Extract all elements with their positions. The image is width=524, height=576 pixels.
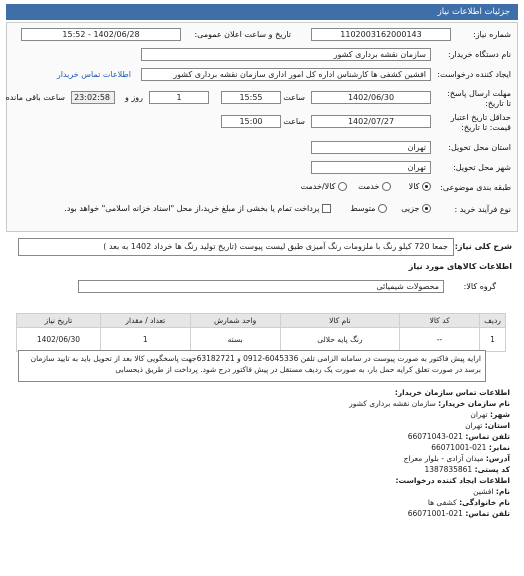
col-unit: واحد شمارش <box>190 314 280 328</box>
col-qty: تعداد / مقدار <box>100 314 190 328</box>
buyer-notes-field: ارایه پیش فاکتور به صورت پیوست در سامانه الزامی تلفن 6045336-0912 و 63182721جهت پاسخگویی کالا بعد از تحویل باید به تایید سازمان برسد در صورت تعلق کرایه حمل بار، به صورت یک ردیف مستقل در پیش فاکتور درج شود. پرداخت از طریق ذیحسابی <box>18 350 486 382</box>
province-label: استان محل تحویل: <box>448 143 511 152</box>
category-option-service[interactable]: خدمت <box>358 182 391 191</box>
buyer-label: نام دستگاه خریدار: <box>448 50 511 59</box>
col-row: ردیف <box>480 314 506 328</box>
creator-first-line: نام: افشین <box>473 487 510 496</box>
radio-icon <box>382 182 391 191</box>
goods-group-label: گروه کالا: <box>463 282 496 291</box>
announce-label: تاریخ و ساعت اعلان عمومی: <box>194 30 291 39</box>
creator-contact-title: اطلاعات ایجاد کننده درخواست: <box>395 476 510 485</box>
province-field: تهران <box>311 141 431 154</box>
validity-date-field: 1402/07/27 <box>311 115 431 128</box>
col-code: کد کالا <box>400 314 480 328</box>
row-creator <box>7 68 517 86</box>
need-details-card <box>6 22 518 232</box>
reply-deadline-label: مهلت ارسال پاسخ: تا تاریخ: <box>447 89 511 108</box>
process-option-minor[interactable]: جزیی <box>401 204 431 213</box>
table-header-row <box>17 314 506 328</box>
radio-icon <box>338 182 347 191</box>
category-option-goods[interactable]: کالا <box>409 182 431 191</box>
table-row <box>17 328 506 352</box>
reply-time-field: 15:55 <box>221 91 281 104</box>
remaining-label: ساعت باقی مانده <box>5 93 65 102</box>
city-field: تهران <box>311 161 431 174</box>
buyer-postal-line: کد پستی: 1387835861 <box>424 465 510 474</box>
col-name: نام کالا <box>280 314 400 328</box>
process-label: نوع فرآیند خرید : <box>454 205 511 214</box>
checkbox-icon <box>322 204 331 213</box>
row-city <box>7 161 517 179</box>
buyer-contact-title: اطلاعات تماس سازمان خریدار: <box>394 388 510 397</box>
creator-last-line: نام خانوادگی: کشفی ها <box>427 498 510 507</box>
row-process <box>7 203 517 221</box>
buyer-org-line: نام سازمان خریدار: سازمان نقشه برداری کشور <box>349 399 510 408</box>
reply-date-field: 1402/06/30 <box>311 91 431 104</box>
radio-selected-icon <box>422 182 431 191</box>
buyer-field: سازمان نقشه برداری کشور <box>141 48 431 61</box>
buyer-contact-link[interactable]: اطلاعات تماس خریدار <box>56 70 131 79</box>
category-label: طبقه بندی موضوعی: <box>440 183 511 192</box>
buyer-city-line: شهر: تهران <box>470 410 510 419</box>
radio-selected-icon <box>422 204 431 213</box>
validity-label: حداقل تاریخ اعتبار قیمت: تا تاریخ: <box>450 113 511 132</box>
goods-table <box>16 313 506 352</box>
announce-field: 1402/06/28 - 15:52 <box>21 28 181 41</box>
col-date: تاریخ نیاز <box>17 314 101 328</box>
description-field: جمعا 720 کیلو رنگ با ملزومات رنگ آمیزی طبق لیست پیوست (تاریخ تولید رنگ ها خرداد 1402 به بعد ) <box>18 238 454 256</box>
days-label: روز و <box>125 93 143 102</box>
buyer-fax-line: نمابر: 021-66071001 <box>431 443 510 452</box>
cell-qty: 1 <box>100 328 190 352</box>
remaining-time-field: 23:02:58 <box>71 91 115 104</box>
cell-code: -- <box>400 328 480 352</box>
radio-icon <box>378 204 387 213</box>
city-label: شهر محل تحویل: <box>453 163 511 172</box>
creator-label: ایجاد کننده درخواست: <box>437 70 511 79</box>
buyer-province-line: استان: تهران <box>465 421 510 430</box>
cell-unit: بسته <box>190 328 280 352</box>
cell-date: 1402/06/30 <box>17 328 101 352</box>
buyer-address-line: آدرس: میدان آزادی - بلوار معراج <box>403 454 510 463</box>
days-field: 1 <box>149 91 209 104</box>
goods-section-title: اطلاعات کالاهای مورد نیاز <box>408 262 512 271</box>
reply-time-label: ساعت <box>283 93 305 102</box>
goods-group-field: محصولات شیمیائی <box>78 280 444 293</box>
row-category <box>7 181 517 199</box>
validity-time-field: 15:00 <box>221 115 281 128</box>
buyer-phone-line: تلفن تماس: 021-66071043 <box>407 432 510 441</box>
row-validity <box>7 113 517 135</box>
row-reply-deadline <box>7 89 517 111</box>
page-title: جزئیات اطلاعات نیاز <box>437 7 510 17</box>
row-buyer <box>7 48 517 66</box>
row-province <box>7 141 517 159</box>
creator-phone-line: تلفن تماس: 021-66071001 <box>407 509 510 518</box>
cell-name: رنگ پایه حلالی <box>280 328 400 352</box>
validity-time-label: ساعت <box>283 117 305 126</box>
treasury-payment-option[interactable]: پرداخت تمام یا بخشی از مبلغ خرید،از محل "اسناد خزانه اسلامی" خواهد بود. <box>64 204 331 213</box>
row-need-number <box>7 28 517 46</box>
cell-row: 1 <box>480 328 506 352</box>
page-header <box>6 4 518 20</box>
need-number-label: شماره نیاز: <box>473 30 511 39</box>
category-option-both[interactable]: کالا/خدمت <box>301 182 347 191</box>
description-label: شرح کلی نیاز: <box>454 242 512 251</box>
creator-field: افشین کشفی ها کارشناس اداره کل امور اداری سازمان نقشه برداری کشور <box>141 68 431 81</box>
need-number-field: 1102003162000143 <box>311 28 451 41</box>
process-option-medium[interactable]: متوسط <box>350 204 387 213</box>
